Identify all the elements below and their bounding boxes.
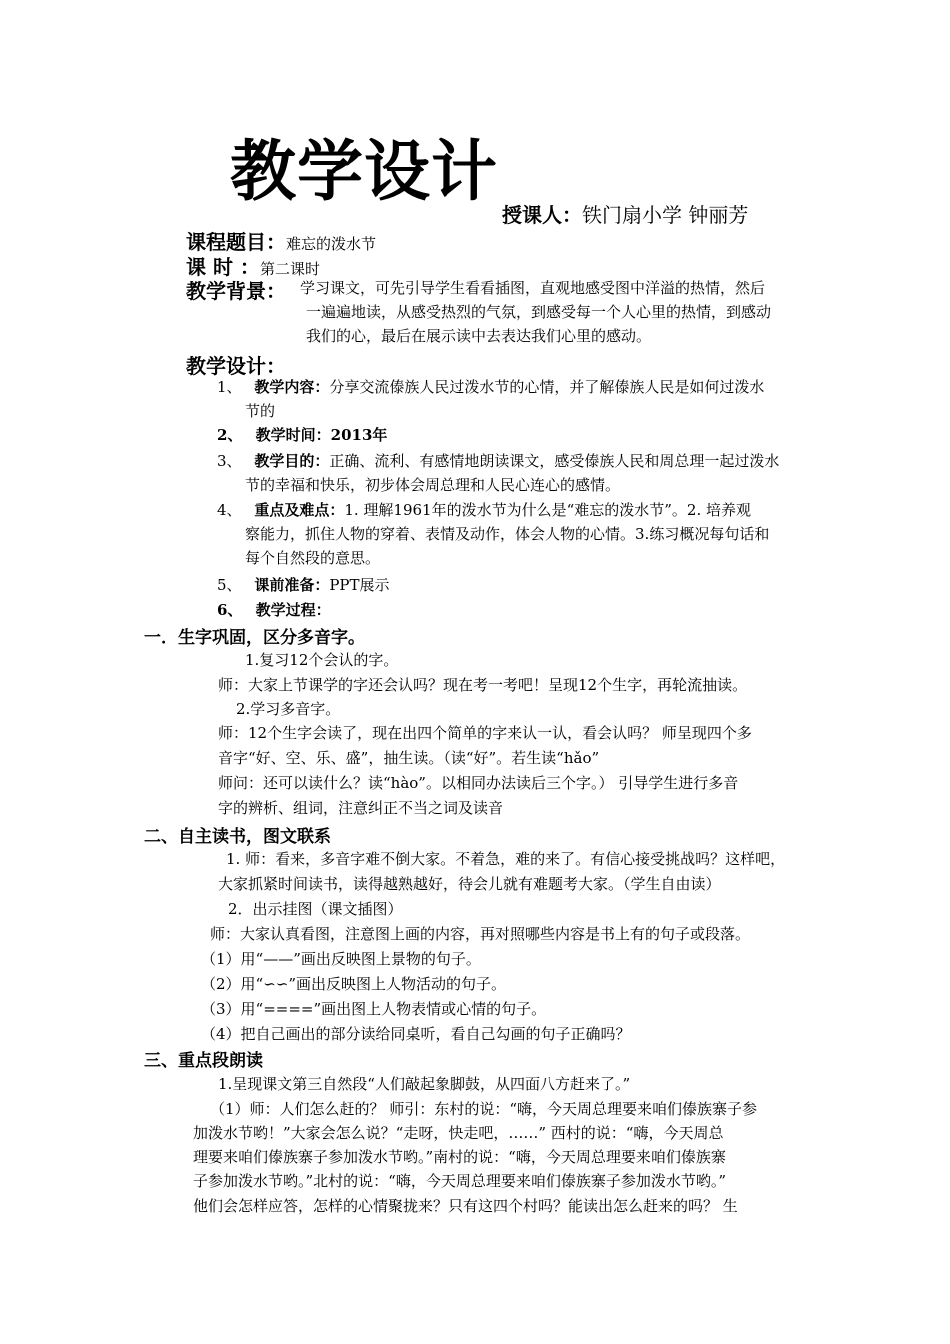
section-heading: 三、重点段朗读 bbox=[144, 1051, 263, 1071]
list-item bbox=[217, 449, 779, 473]
course-value: 难忘的泼水节 bbox=[286, 235, 377, 253]
item-number: 1、 bbox=[217, 378, 242, 396]
item-label: 课前准备： bbox=[254, 576, 330, 594]
course-label: 课程题目： bbox=[186, 230, 286, 254]
section-heading: 一．生字巩固，区分多音字。 bbox=[144, 628, 365, 648]
page-title: 教学设计 bbox=[230, 132, 498, 210]
section-line: （3）用“====”画出图上人物表情或心情的句子。 bbox=[201, 1000, 547, 1018]
section-line: 1.呈现课文第三自然段“人们敲起象脚鼓，从四面八方赶来了。” bbox=[218, 1075, 631, 1093]
section-heading: 二、自主读书，图文联系 bbox=[144, 827, 331, 847]
teacher-value: 铁门扇小学 钟丽芳 bbox=[582, 203, 749, 227]
item-text: PPT展示 bbox=[329, 576, 390, 594]
section-line: 理要来咱们傣族寨子参加泼水节哟。”南村的说：“嗨，今天周总理要来咱们傣族寨 bbox=[193, 1148, 726, 1166]
item-text: 节的幸福和快乐，初步体会周总理和人民心连心的感情。 bbox=[245, 476, 621, 494]
section-line: 音字“好、空、乐、盛”，抽生读。（读“好”。若生读“hǎo” bbox=[218, 749, 600, 767]
item-text: 每个自然段的意思。 bbox=[245, 549, 381, 567]
section-line: 大家抓紧时间读书，读得越熟越好，待会儿就有难题考大家。（学生自由读） bbox=[218, 875, 721, 893]
item-label: 重点及难点： bbox=[254, 501, 345, 519]
item-text: 1. 理解1961年的泼水节为什么是“难忘的泼水节”。2. 培养观 bbox=[344, 501, 752, 519]
item-label: 教学内容： bbox=[254, 378, 330, 396]
item-text: 分享交流傣族人民过泼水节的心情，并了解傣族人民是如何过泼水 bbox=[329, 378, 765, 396]
section-line: 师：大家认真看图，注意图上画的内容，再对照哪些内容是书上有的句子或段落。 bbox=[210, 925, 751, 943]
section-line: 1.复习12个会认的字。 bbox=[245, 651, 399, 669]
section-line: 师问：还可以读什么？读“hào”。以相同办法读后三个字。） 引导学生进行多音 bbox=[218, 774, 739, 792]
section-line: 他们会怎样应答，怎样的心情聚拢来？只有这四个村吗？能读出怎么赶来的吗？ 生 bbox=[193, 1197, 738, 1215]
section-line: 加泼水节哟！”大家会怎么说？“走呀，快走吧，……” 西村的说：“嗨，今天周总 bbox=[193, 1124, 724, 1142]
section-line: （1）用“——”画出反映图上景物的句子。 bbox=[201, 950, 481, 968]
item-number: 2、 bbox=[217, 426, 243, 444]
item-text: 正确、流利、有感情地朗读课文，感受傣族人民和周总理一起过泼水 bbox=[329, 452, 780, 470]
list-item bbox=[217, 498, 751, 522]
item-text: 察能力，抓住人物的穿着、表情及动作，体会人物的心情。3.练习概况每句话和 bbox=[245, 525, 770, 543]
item-number: 3、 bbox=[217, 452, 242, 470]
list-item bbox=[217, 573, 390, 597]
item-number: 4、 bbox=[217, 501, 242, 519]
section-line: （4）把自己画出的部分读给同桌听，看自己勾画的句子正确吗？ bbox=[201, 1025, 631, 1043]
item-text: 节的 bbox=[245, 402, 276, 420]
background-line: 我们的心，最后在展示读中去表达我们心里的感动。 bbox=[306, 327, 652, 345]
item-label: 教学过程： bbox=[255, 601, 331, 619]
design-heading: 教学设计： bbox=[186, 354, 286, 378]
item-number: 6、 bbox=[217, 601, 243, 619]
section-line: （2）用“∽∽”画出反映图上人物活动的句子。 bbox=[201, 975, 507, 993]
list-item bbox=[217, 598, 331, 622]
background-line: 一遍遍地读，从感受热烈的气氛，到感受每一个人心里的热情，到感动 bbox=[306, 303, 772, 321]
background-line: 学习课文，可先引导学生看看插图，直观地感受图中洋溢的热情，然后 bbox=[300, 279, 766, 297]
item-number: 5、 bbox=[217, 576, 242, 594]
background-label: 教学背景： bbox=[186, 279, 286, 303]
teacher-label: 授课人： bbox=[502, 203, 582, 227]
period-value: 第二课时 bbox=[259, 260, 320, 278]
list-item bbox=[217, 423, 387, 447]
teacher-line bbox=[502, 199, 748, 228]
item-label: 教学目的： bbox=[254, 452, 330, 470]
section-line: 2.学习多音字。 bbox=[236, 700, 341, 718]
item-label: 教学时间：2013年 bbox=[255, 426, 388, 444]
section-line: 1. 师：看来，多音字难不倒大家。不着急，难的来了。有信心接受挑战吗？这样吧， bbox=[226, 850, 786, 868]
section-line: 子参加泼水节哟。”北村的说：“嗨，今天周总理要来咱们傣族寨子参加泼水节哟。” bbox=[193, 1172, 727, 1190]
period-label: 课 时 ： bbox=[186, 255, 260, 279]
section-line: 师：12个生字会读了，现在出四个简单的字来认一认，看会认吗？ 师呈现四个多 bbox=[218, 724, 752, 742]
section-line: 字的辨析、组词，注意纠正不当之词及读音 bbox=[218, 799, 504, 817]
list-item bbox=[217, 375, 764, 399]
section-line: （1）师：人们怎么赶的？ 师引：东村的说：“嗨，今天周总理要来咱们傣族寨子参 bbox=[210, 1100, 757, 1118]
section-line: 2．出示挂图（课文插图） bbox=[228, 900, 403, 918]
section-line: 师：大家上节课学的字还会认吗？现在考一考吧！呈现12个生字，再轮流抽读。 bbox=[218, 676, 748, 694]
